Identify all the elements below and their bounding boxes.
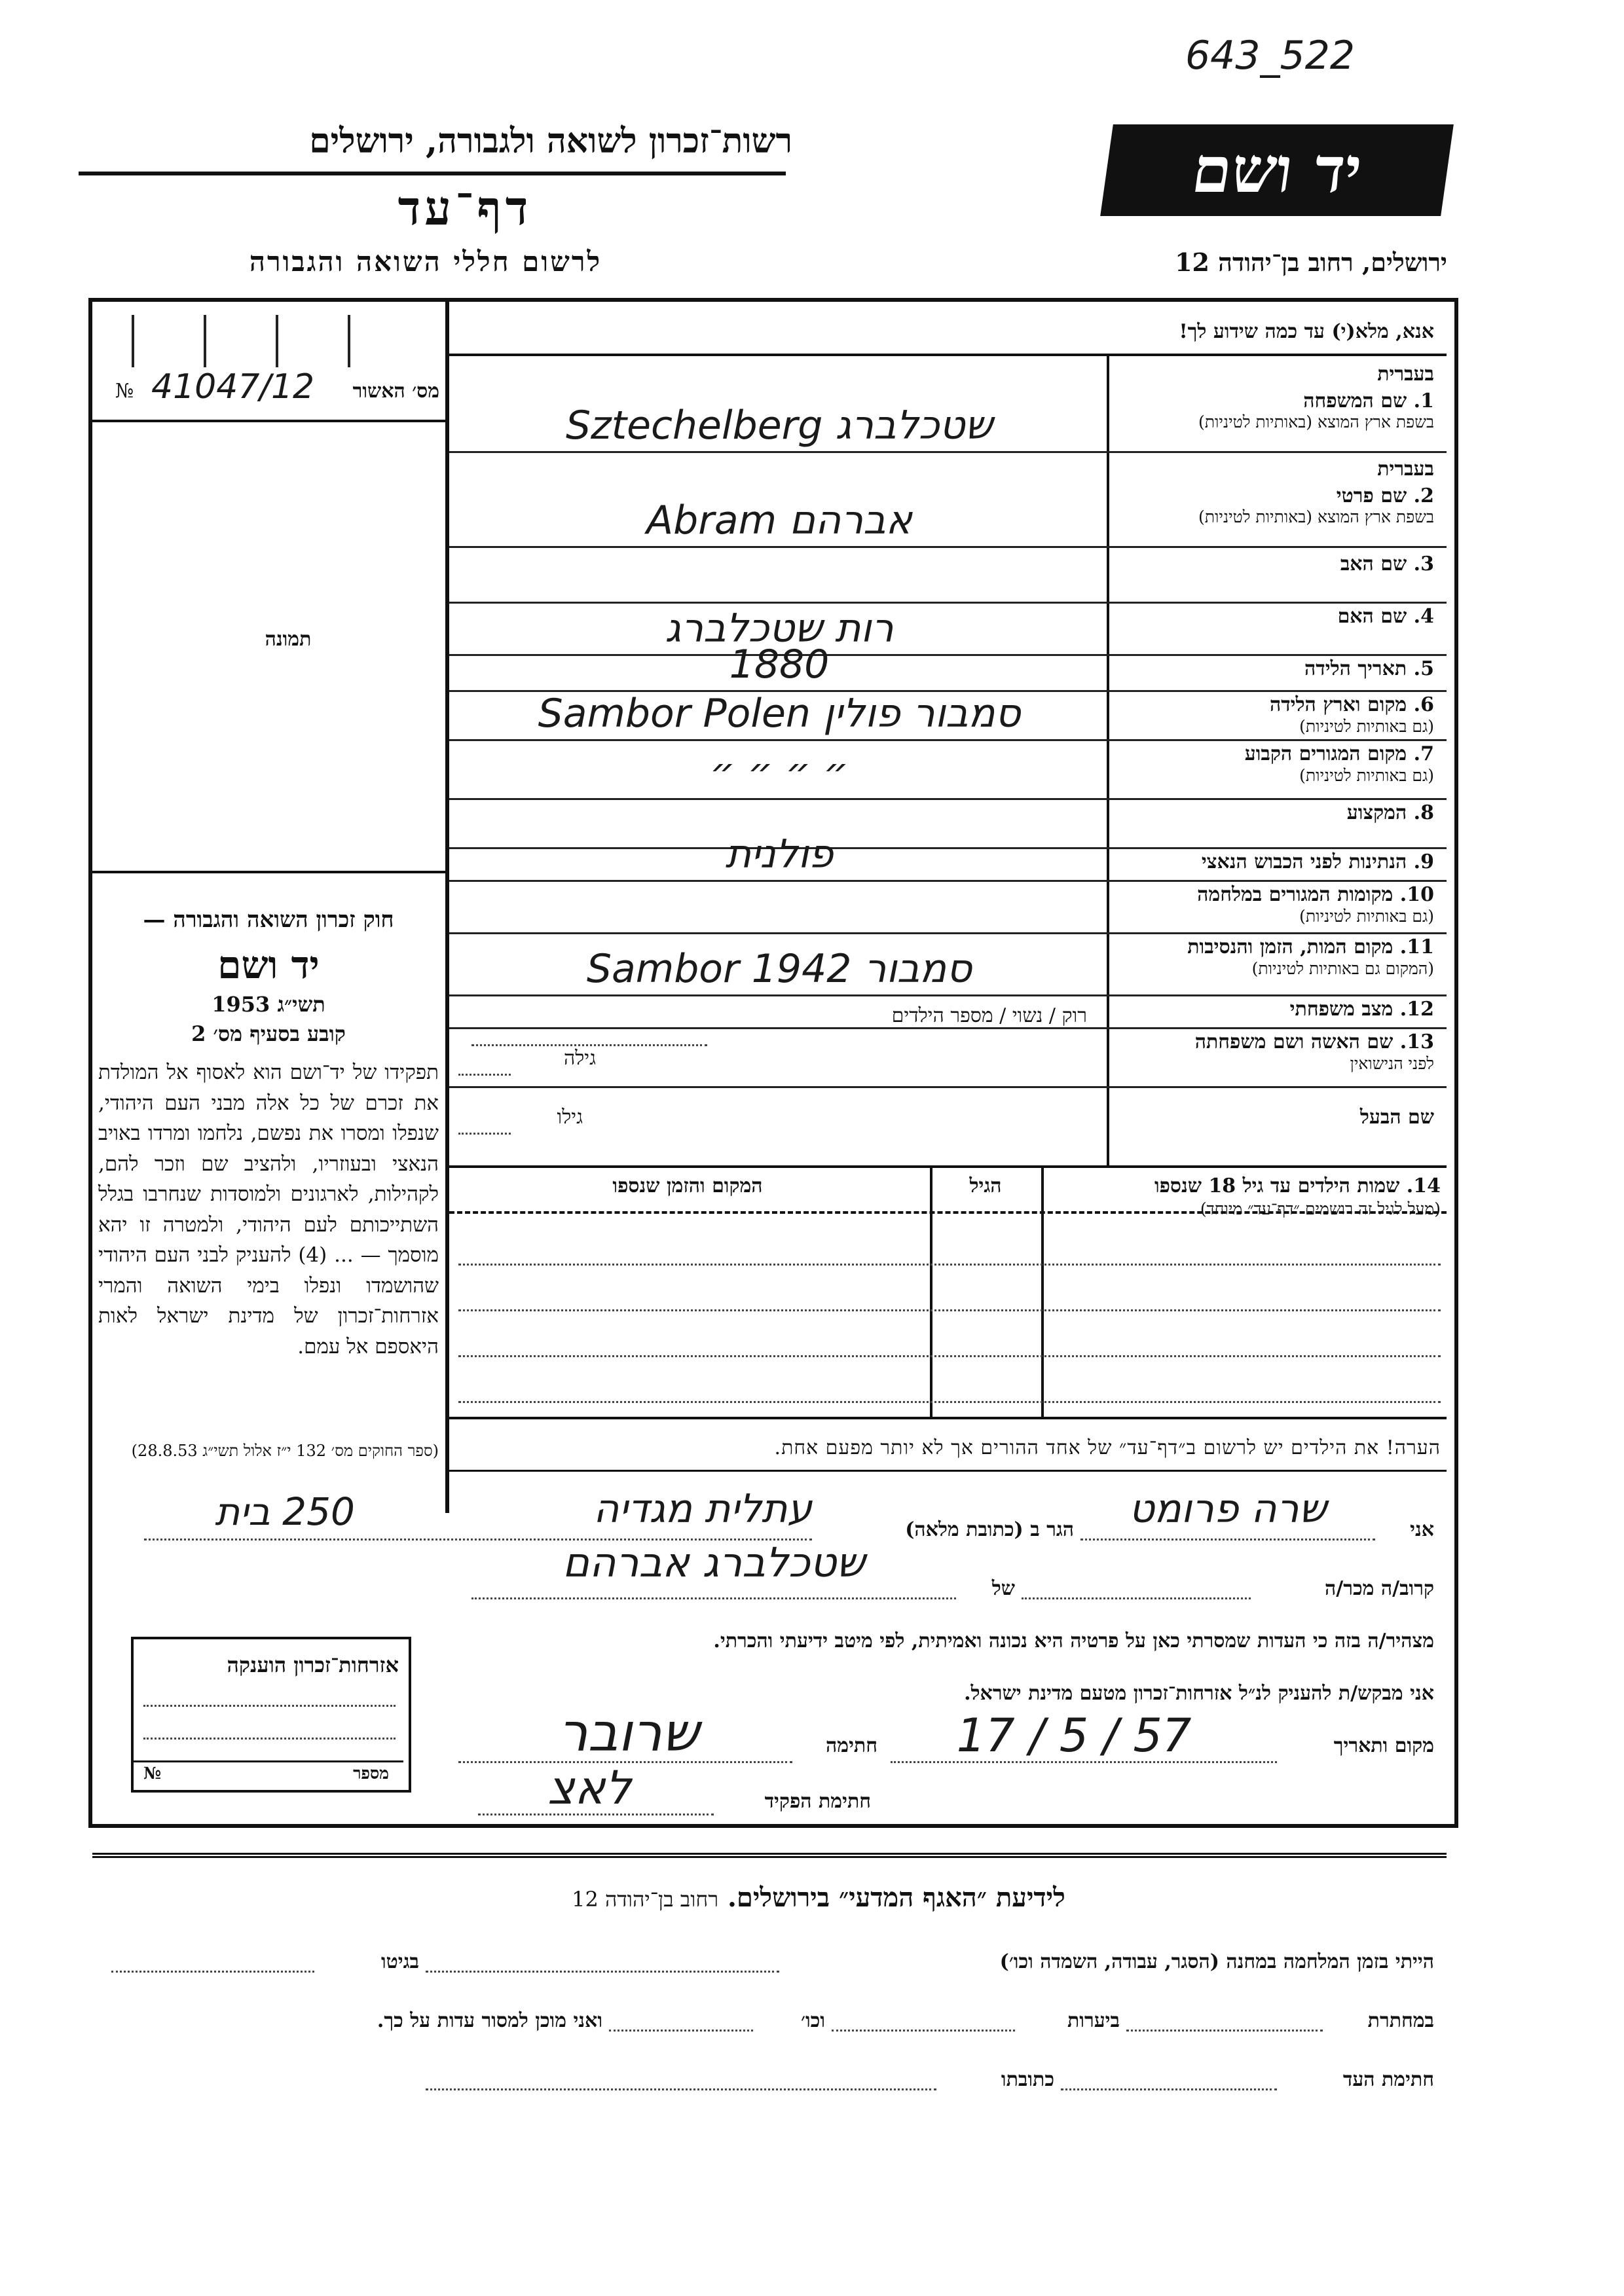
field-sublabel: בשפת ארץ המוצא (באותיות לטיניות) xyxy=(1198,507,1434,526)
address: ירושלים, רחוב בן־יהודה 12 xyxy=(1175,247,1447,277)
info-address-label: כתובתו xyxy=(1001,2068,1054,2091)
declaration-request: אני מבקש/ת להעניק לנ״ל אזרחות־זכרון מטעם מדינת ישראל. xyxy=(964,1682,1434,1705)
declarant-label: אני xyxy=(1410,1518,1434,1541)
field-tag: בעברית xyxy=(1377,458,1434,481)
info-forests-label: ביערות xyxy=(1067,2009,1120,2032)
citizenship-box xyxy=(131,1637,411,1793)
clerk-signature-label: חתימת הפקיד xyxy=(764,1790,871,1813)
field-label: 3. שם האב xyxy=(1340,553,1434,575)
field-value[interactable]: Sztechelberg שטכלברג xyxy=(566,403,993,448)
registration-box xyxy=(92,302,445,422)
field-row-rule xyxy=(449,994,1447,996)
field-sublabel: (גם באותיות לטיניות) xyxy=(1299,765,1434,785)
clerk-signature-value[interactable]: לאצ xyxy=(547,1761,632,1815)
registration-prefix: № xyxy=(115,380,134,403)
field-row-rule xyxy=(449,880,1447,882)
field-value[interactable]: פולנית xyxy=(725,831,834,877)
children-row[interactable] xyxy=(458,1309,1441,1311)
of-label: של xyxy=(991,1577,1015,1600)
relative-line[interactable] xyxy=(1022,1597,1251,1599)
relative-value-line xyxy=(471,1597,956,1599)
date-value[interactable]: 17 / 5 / 57 xyxy=(956,1709,1192,1762)
children-row[interactable] xyxy=(458,1355,1441,1357)
field-value[interactable]: רות שטכלברג xyxy=(665,606,894,651)
archive-number: 643_522 xyxy=(1185,33,1356,79)
children-col-a xyxy=(1041,1168,1044,1417)
clerk-signature-line xyxy=(478,1813,714,1815)
field-label: 4. שם האם xyxy=(1337,605,1434,628)
field-value[interactable]: Abram אברהם xyxy=(646,498,912,543)
children-col-b xyxy=(930,1168,932,1417)
label-column-divider xyxy=(1107,354,1109,1165)
relative-label: קרוב/ה מכר/ה xyxy=(1325,1577,1434,1600)
field-row-rule xyxy=(449,546,1447,548)
field-sublabel: (גם באותיות לטיניות) xyxy=(1299,716,1434,736)
photo-rule xyxy=(92,871,445,873)
form-title: דף־עד xyxy=(397,180,532,236)
form-subtitle: לרשום חללי השואה והגבורה xyxy=(249,246,602,278)
field-value[interactable]: ״ ״ ״ ״ xyxy=(710,750,849,795)
yad-vashem-logo: יד ושם xyxy=(1100,124,1454,216)
field-sublabel: לפני הנישואין xyxy=(1350,1053,1434,1073)
address-extra[interactable]: 250 בית xyxy=(215,1489,355,1534)
law-source: (ספר החוקים מס׳ 132 י״ז אלול תשי״ג 28.8.53) xyxy=(131,1442,439,1460)
registration-number: 41047/12 xyxy=(151,367,315,407)
info-forests-line[interactable] xyxy=(832,2030,1015,2032)
marital-value[interactable] xyxy=(471,1044,707,1046)
place-date-label: מקום ותאריך xyxy=(1333,1734,1434,1757)
residing-label: הגר ב (כתובת מלאה) xyxy=(905,1518,1074,1541)
field-row-rule xyxy=(449,739,1447,741)
photo-label: תמונה xyxy=(265,628,312,651)
field-label: בעברית 1. שם המשפחה בשפת ארץ המוצא (באותיות לטיניות) xyxy=(1113,363,1434,432)
info-underground-line[interactable] xyxy=(1126,2030,1323,2032)
husband-label: שם הבעל xyxy=(1359,1106,1434,1129)
signature-label: חתימה xyxy=(826,1734,877,1757)
law-name: יד ושם xyxy=(217,943,320,987)
marital-options: רוק / נשוי / מספר הילדים xyxy=(891,1004,1087,1027)
instruction-rule xyxy=(449,354,1447,356)
info-etc-label: וכו׳ xyxy=(801,2009,825,2032)
field-label: 13. שם האשה ושם משפחתה לפני הנישואין xyxy=(1113,1031,1434,1074)
children-note: הערה! את הילדים יש לרשום ב״דף־עד״ של אחד ההורים אך לא יותר מפעם אחת. xyxy=(774,1436,1441,1459)
signature-value[interactable]: שרובר xyxy=(558,1702,699,1763)
field-sublabel: (המקום גם באותיות לטיניות) xyxy=(1251,958,1434,978)
relative-value[interactable]: שטכלברג אברהם xyxy=(562,1539,866,1586)
field-label: 12. מצב משפחתי xyxy=(1289,998,1434,1021)
children-place-header: המקום והזמן שנספו xyxy=(612,1175,763,1197)
field-label: 9. הנתינות לפני הכבוש הנאצי xyxy=(1201,850,1434,873)
wife-age-label: גילה xyxy=(563,1047,596,1070)
children-row[interactable] xyxy=(458,1401,1441,1403)
field-row-rule xyxy=(449,932,1447,934)
field-value[interactable]: 1880 xyxy=(729,642,830,687)
declaration-statement: מצהיר/ה בזה כי העדות שמסרתי כאן על פרטיה היא נכונה ואמיתית, לפי מיטב ידיעתי והכרתי. xyxy=(713,1630,1434,1652)
instruction-text: אנא, מלא(י) עד כמה שידוע לך! xyxy=(1179,320,1434,343)
info-underground-label: במחתרת xyxy=(1367,2009,1434,2032)
info-title: לידיעת ״האגף המדעי״ בירושלים. רחוב בן־יהודה 12 xyxy=(572,1882,1065,1913)
wife-age-value[interactable] xyxy=(458,1074,511,1076)
declarant-line xyxy=(1080,1539,1375,1540)
children-top-rule xyxy=(449,1165,1447,1168)
field-label: 7. מקום המגורים הקבוע (גם באותיות לטיניות) xyxy=(1113,743,1434,786)
address-value[interactable]: עתלית מגדיה xyxy=(593,1486,812,1532)
date-line xyxy=(891,1761,1277,1763)
info-ghetto-line[interactable] xyxy=(111,1971,314,1973)
law-clause: קובע בסעיף מס׳ 2 xyxy=(191,1021,346,1046)
field-value[interactable]: Sambor 1942 סמבור xyxy=(586,946,972,992)
law-body: תפקידו של יד־ושם הוא לאסוף אל המולדת את זכרם של כל אלה מבני העם היהודי, שנפלו ומסרו את נפשם, נלחמו ומרדו באויב הנאצי ובעוזריו, ולהציב שם וזכר להם, לקהילות, לארגונים ולמוסדות שנחרבו בגלל השתייכותם לעם היהודי, ולמטרה זו יהא מוסמך — ... (4) להעניק לבני העם היהודי שהושמדו ונפלו בימי השואה והמרי אזרחות־זכרון של מדינת ישראל לאות היאספם אל עמם. xyxy=(98,1061,439,1358)
info-etc-line[interactable] xyxy=(609,2030,753,2032)
field-row-rule xyxy=(449,798,1447,800)
children-row[interactable] xyxy=(458,1264,1441,1266)
field-row-rule xyxy=(449,1086,1447,1088)
field-tag: בעברית xyxy=(1377,363,1434,386)
info-camp-text: הייתי בזמן המלחמה במחנה (הסגר, עבודה, השמדה וכו׳) xyxy=(999,1950,1434,1973)
husband-age-value[interactable] xyxy=(458,1133,511,1135)
citizenship-number-prefix: № xyxy=(143,1764,162,1783)
note-rule xyxy=(449,1470,1447,1472)
children-sub: (מעל לגיל זה רושמים ״דף־עד״ מיוחד) xyxy=(1200,1199,1441,1218)
citizenship-title: אזרחות־זכרון הוענקה xyxy=(227,1652,399,1677)
field-sublabel: (גם באותיות לטיניות) xyxy=(1299,906,1434,926)
info-witness-sig-line[interactable] xyxy=(1061,2088,1277,2090)
left-column-divider xyxy=(445,302,449,1513)
children-age-header: הגיל xyxy=(969,1175,1002,1197)
field-label: 6. מקום וארץ הלידה (גם באותיות לטיניות) xyxy=(1113,694,1434,737)
field-label: 8. המקצוע xyxy=(1346,801,1434,824)
law-title: חוק זכרון השואה והגבורה — xyxy=(143,907,394,933)
field-label: בעברית 2. שם פרטי בשפת ארץ המוצא (באותיות לטיניות) xyxy=(1113,458,1434,527)
field-label: 11. מקום המות, הזמן והנסיבות (המקום גם באותיות לטיניות) xyxy=(1113,936,1434,979)
field-row-rule xyxy=(449,451,1447,453)
children-bottom-rule xyxy=(449,1417,1447,1419)
field-sublabel: בשפת ארץ המוצא (באותיות לטיניות) xyxy=(1198,412,1434,431)
citizenship-number-label: מספר xyxy=(353,1764,389,1783)
info-camp-line[interactable] xyxy=(426,1971,779,1973)
declarant-name[interactable]: שרה פרומט xyxy=(1129,1486,1327,1532)
info-witness-sig-label: חתימת העד xyxy=(1342,2068,1434,2091)
field-value[interactable]: Sambor Polen סמבור פולין xyxy=(538,691,1021,737)
law-year: תשי״ג 1953 xyxy=(212,992,325,1017)
info-ghetto-label: בגיטו xyxy=(380,1950,419,1973)
header-rule xyxy=(79,172,786,175)
bottom-section-rule xyxy=(92,1853,1447,1858)
field-label: 10. מקומות המגורים במלחמה (גם באותיות לטיניות) xyxy=(1113,884,1434,926)
field-label: 5. תאריך הלידה xyxy=(1304,657,1434,680)
children-label: 14. שמות הילדים עד גיל 18 שנספו xyxy=(1154,1175,1441,1197)
info-ready-text: ואני מוכן למסור עדות על כך. xyxy=(377,2009,602,2032)
registration-label: מס׳ האשור xyxy=(352,380,439,403)
info-address-line[interactable] xyxy=(426,2088,936,2090)
institution-name: רשות־זכרון לשואה ולגבורה, ירושלים xyxy=(309,121,792,161)
husband-age-label: גילו xyxy=(557,1106,583,1129)
